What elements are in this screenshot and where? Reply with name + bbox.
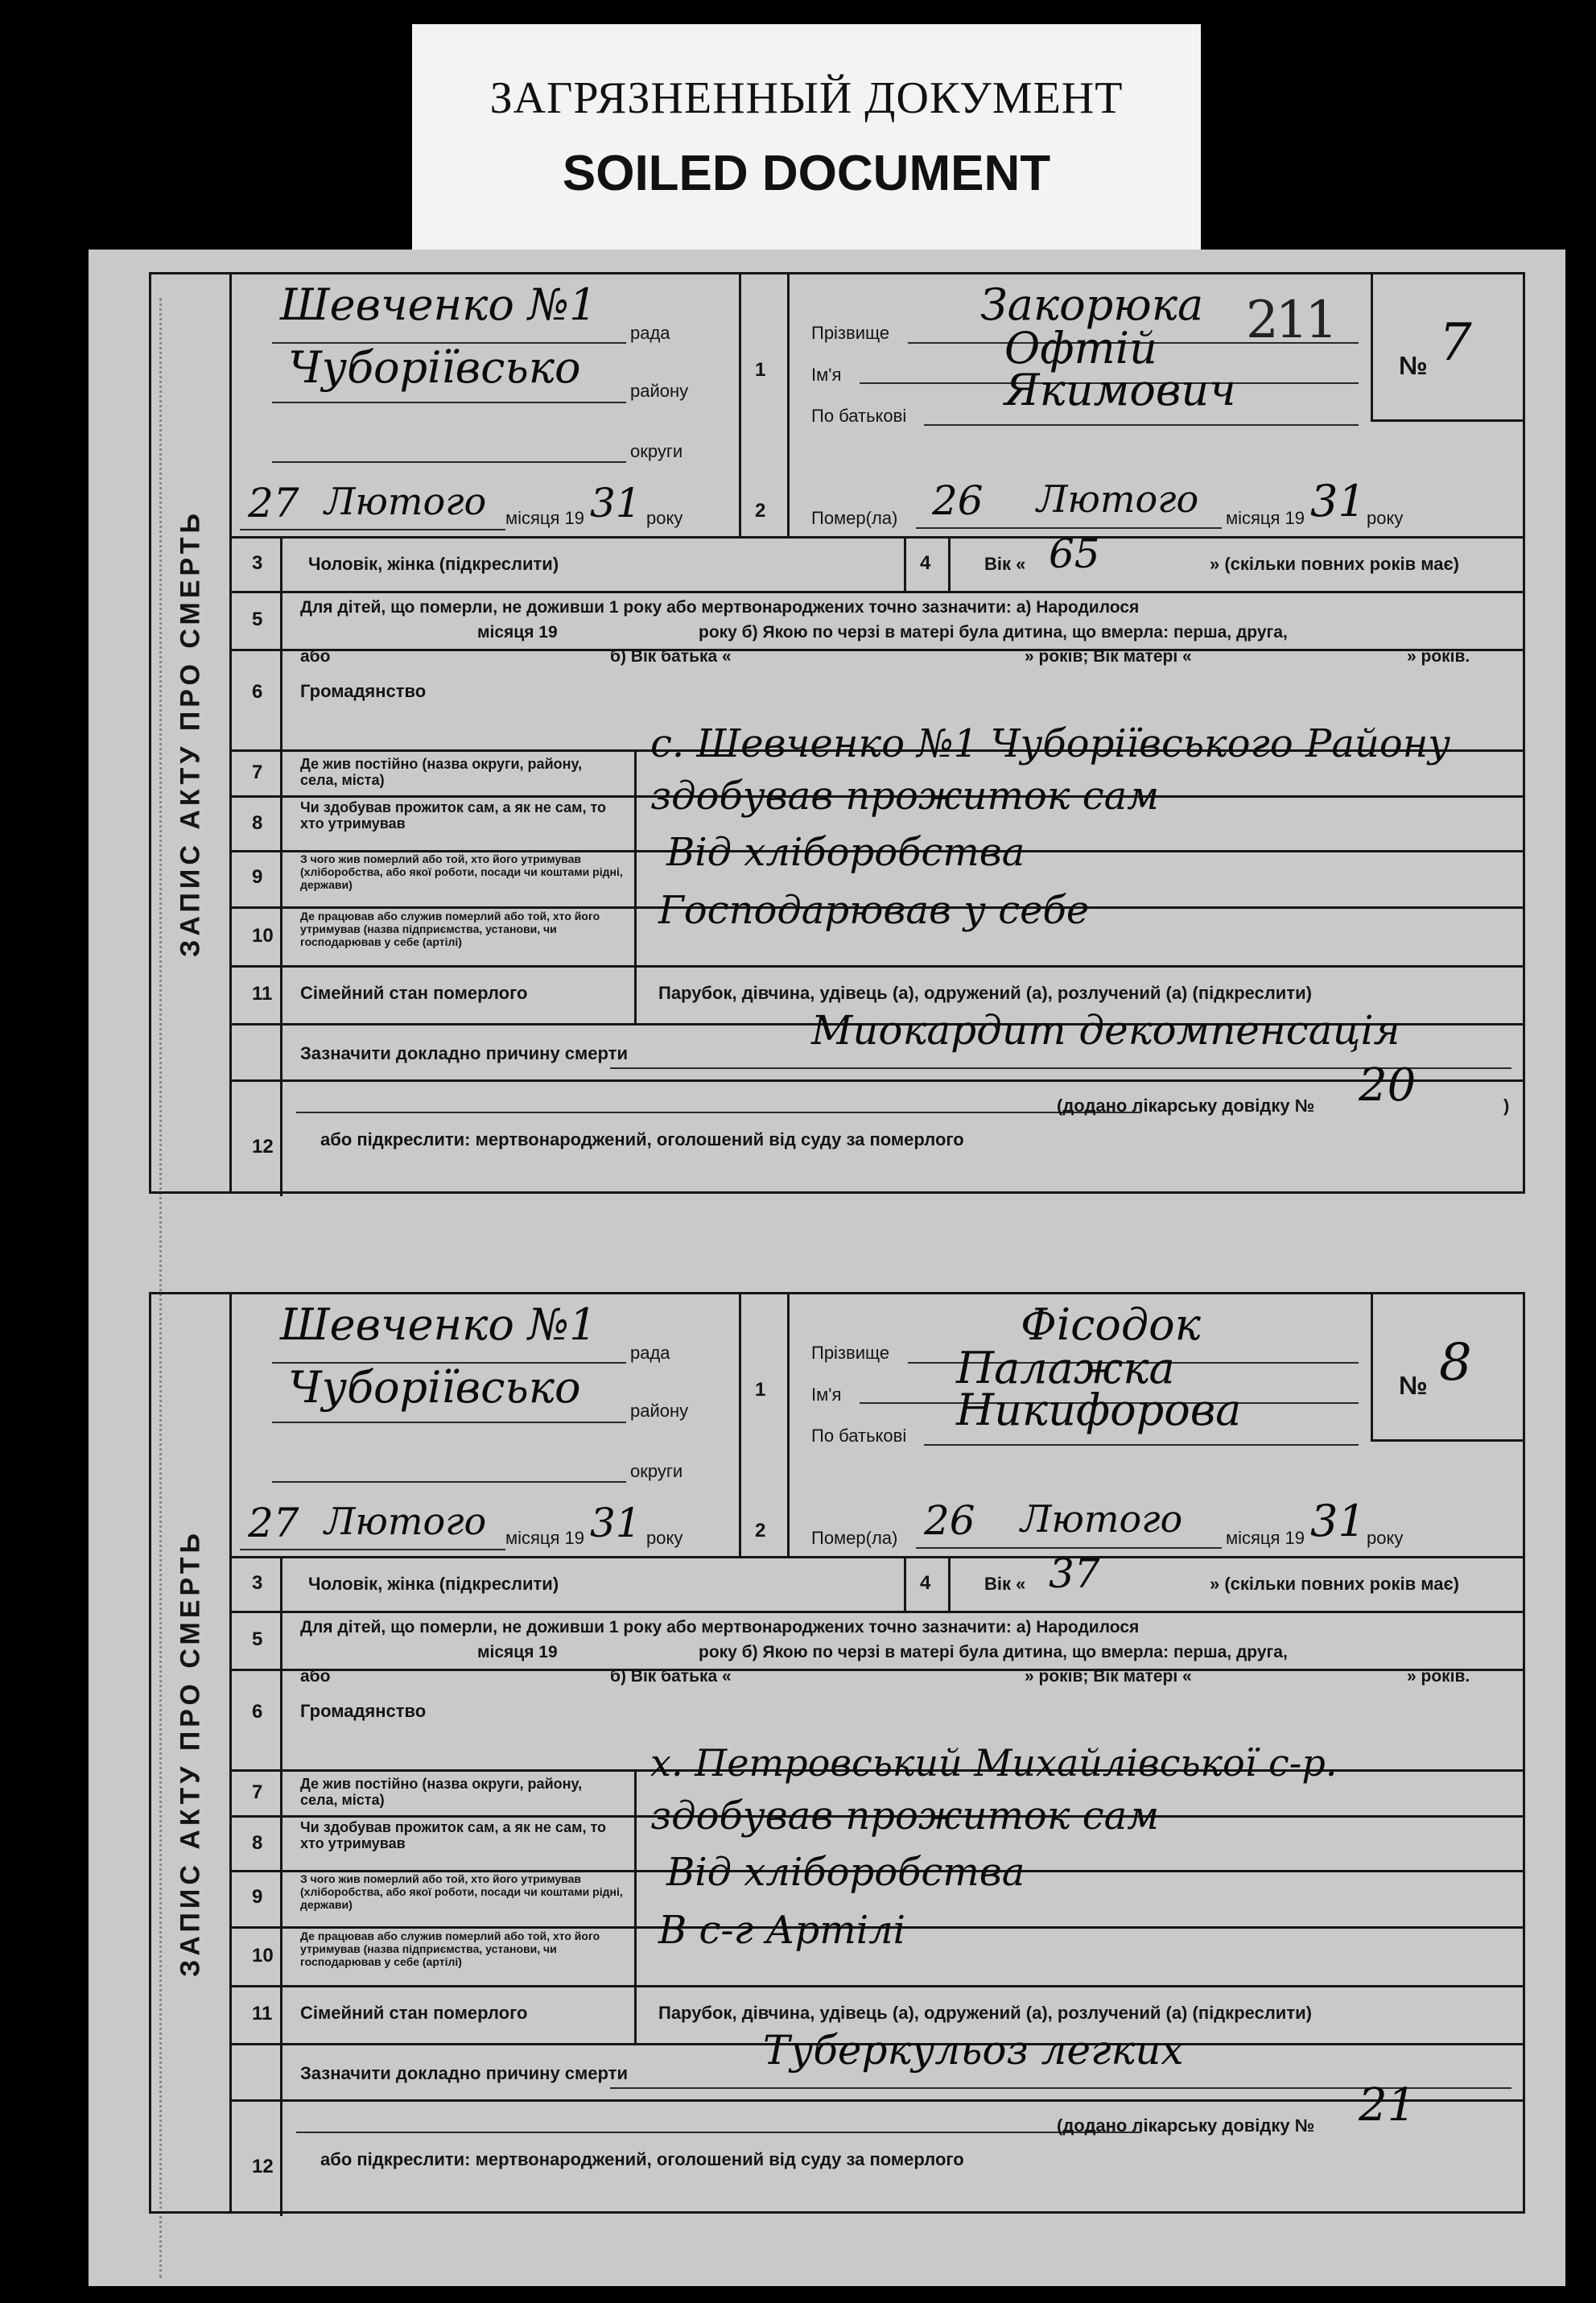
soiled-document-label [412, 24, 1201, 250]
livelihood-label: Чи здобував прожиток сам, а як не сам, то хто утримував [300, 799, 607, 832]
age-suffix: » (скільки повних років має) [1210, 554, 1459, 574]
death-year: 31 [1310, 1496, 1366, 1546]
marital-label: Сімейний стан померлого [300, 983, 528, 1003]
certificate-number: 21 [1359, 2079, 1417, 2132]
patronymic-value: Никифорова [956, 1385, 1242, 1435]
rada-value: Шевченко №1 [280, 1299, 597, 1350]
death-roku-label: року [1367, 508, 1404, 528]
pomer-label: Помер(ла) [811, 1528, 898, 1548]
rada-value: Шевченко №1 [280, 279, 597, 330]
age-value: 65 [1049, 530, 1100, 577]
livelihood-label: Чи здобував прожиток сам, а як не сам, то хто утримував [300, 1819, 607, 1851]
livelihood-value: здобував прожиток сам [650, 774, 1160, 819]
surname-value: Закорюка [980, 279, 1204, 330]
patronymic-label: По батькові [811, 1426, 907, 1446]
okrugy-label: округи [630, 441, 683, 461]
row-number-5: 5 [252, 1628, 263, 1650]
row-number-8: 8 [252, 1832, 263, 1854]
cause-value: Миокардит декомпенсація [811, 1007, 1400, 1054]
vertical-title-text: ЗАПИС АКТУ ПРО СМЕРТЬ [175, 1529, 205, 1977]
death-month: Лютого [1021, 1497, 1183, 1541]
row5-line3d: » років. [1407, 1667, 1470, 1686]
rada-label: рада [630, 323, 670, 343]
age-value: 37 [1049, 1550, 1100, 1597]
stillborn-note: або підкреслити: мертвонароджений, оголошений від суду за померлого [320, 1129, 964, 1149]
surname-label: Прізвище [811, 323, 890, 343]
cause-label: Зазначити докладно причину смерти [300, 1043, 628, 1063]
row-number-1: 1 [755, 359, 766, 381]
death-month: Лютого [1037, 477, 1199, 521]
registration-month: Лютого [324, 480, 487, 523]
age-label: Вік « [984, 554, 1026, 574]
source-value: Від хліборобства [666, 830, 1025, 875]
rada-label: рада [630, 1343, 670, 1363]
row-number-8: 8 [252, 812, 263, 834]
row-number-11: 11 [252, 2003, 273, 2024]
stamp-number: 211 [1246, 291, 1335, 350]
row-number-9: 9 [252, 866, 263, 888]
row-number-11: 11 [252, 983, 273, 1005]
work-label: Де працював або служив померлий або той, хто його утримував (назва підприємства, установи, чи господарював у себе (артілі) [300, 910, 600, 948]
row5-line3d: » років. [1407, 647, 1470, 666]
certificate-label: (додано лікарську довідку № [1057, 2115, 1315, 2136]
rayonu-label: району [630, 381, 689, 401]
vertical-title [151, 1294, 232, 2211]
stamp-english-text: SOILED DOCUMENT [562, 146, 1051, 201]
source-label: З чого жив померлий або той, хто його утримував (хліборобства, або якої роботи, посади чи коштами рідні, держави) [300, 852, 623, 891]
row5-line3a: або [300, 1667, 331, 1686]
name-label: Ім'я [811, 1385, 842, 1405]
row-number-10: 10 [252, 925, 274, 947]
row-number-2: 2 [755, 500, 766, 522]
vertical-title-text: ЗАПИС АКТУ ПРО СМЕРТЬ [175, 509, 205, 957]
row5-line3a: або [300, 647, 331, 666]
death-roku-label: року [1367, 1528, 1404, 1548]
row5-line3c: » років; Вік матері « [1025, 1667, 1192, 1686]
registration-day: 27 [248, 1500, 299, 1546]
death-day: 26 [932, 477, 984, 524]
sex-label: Чоловік, жінка (підкреслити) [308, 1574, 559, 1594]
livelihood-value: здобував прожиток сам [650, 1793, 1160, 1839]
death-record-form-2 [149, 1292, 1525, 2214]
death-day: 26 [924, 1497, 975, 1544]
work-value: В с-г Артілі [658, 1908, 906, 1953]
death-misyatsya-label: місяця 19 [1226, 1528, 1305, 1548]
registration-day: 27 [248, 480, 299, 526]
work-value: Господарював у себе [658, 888, 1090, 933]
misyatsya-label: місяця 19 [505, 1528, 585, 1548]
record-number: 7 [1439, 313, 1472, 373]
marital-options: Парубок, дівчина, удівець (а), одружений (а), розлучений (а) (підкреслити) [658, 983, 1312, 1003]
death-record-form-1: ЗАПИС АКТУ ПРО СМЕРТЬ Шевченко №1 рада Чуборіївсько району округи 27 Лютого місяця 19 31 року 1 2 Прізвище Закорюка Ім'я Офтій По батькові Якимович Помер(ла) 26 Лютого місяця 19 31 року 211 № 7 3 Чоловік, жінка (підкреслити) 4 Вік « 65 » (скільки повних років має) 5 Для дітей, що померли, не доживши 1 року або мертвонароджених точно зазначити: а) Народилося місяця 19 року б) Якою по черзі в матері була дитина, що вмерла: перша, друга, або б) Вік батька « » років; Вік матері « » років. 6 Громадянство 7 Де жив постійно (назва округи, району, села, міста) с. Шевченко №1 Чуборіївського Району 8 Чи здобував прожиток сам, а як не сам, то хто утримував здобував прожиток сам 9 З чого жив померлий або той, хто його утримував (хліборобства, або якої роботи, посади чи коштами рідні, держави) Від хліборобства 10 Де працював або служив померлий або той, хто його утримував (назва підприємства, установи, чи господарював у себе (артілі) Господарював у себе 11 Сімейний стан померлого Парубок, дівчина, удівець (а), одружений (а), розлучений (а) (підкреслити) 12 Зазначити докладно причину смерти Миокардит декомпенсація (додано лікарську довідку № 20 ) або підкреслити: мертвонароджений, оголошений від суду за померлого [149, 272, 1525, 1194]
surname-label: Прізвище [811, 1343, 890, 1363]
cause-label: Зазначити докладно причину смерти [300, 2063, 628, 2083]
patronymic-value: Якимович [1004, 365, 1236, 415]
death-year: 31 [1310, 476, 1366, 526]
document-sheet [89, 250, 1565, 2286]
sex-label: Чоловік, жінка (підкреслити) [308, 554, 559, 574]
source-label: З чого жив померлий або той, хто його утримував (хліборобства, або якої роботи, посади чи коштами рідні, держави) [300, 1872, 623, 1911]
rayon-value: Чуборіївсько [288, 342, 581, 393]
record-number-sign: № [1399, 351, 1428, 380]
registration-month: Лютого [324, 1500, 487, 1543]
row-number-10: 10 [252, 1945, 274, 1967]
stillborn-note: або підкреслити: мертвонароджений, оголошений від суду за померлого [320, 2149, 964, 2169]
record-number: 8 [1439, 1333, 1472, 1393]
row5-line3b: б) Вік батька « [610, 647, 732, 666]
rayon-value: Чуборіївсько [288, 1362, 581, 1413]
row5-line2b: року б) Якою по черзі в матері була дитина, що вмерла: перша, друга, [699, 1643, 1288, 1661]
row-number-1: 1 [755, 1379, 766, 1401]
source-value: Від хліборобства [666, 1850, 1025, 1895]
row5-line1: Для дітей, що померли, не доживши 1 року або мертвонароджених точно зазначити: а) Народилося [300, 598, 1140, 617]
registration-year: 31 [590, 1500, 641, 1546]
roku-label: року [646, 1528, 683, 1548]
row5-line3b: б) Вік батька « [610, 1667, 732, 1686]
row5-line2b: року б) Якою по черзі в матері була дитина, що вмерла: перша, друга, [699, 623, 1288, 642]
name-label: Ім'я [811, 365, 842, 385]
work-label: Де працював або служив померлий або той, хто його утримував (назва підприємства, установи, чи господарював у себе (артілі) [300, 1929, 600, 1968]
row-number-6: 6 [252, 681, 263, 703]
residence-value: с. Шевченко №1 Чуборіївського Району [650, 721, 1451, 766]
roku-label: року [646, 508, 683, 528]
okrugy-label: округи [630, 1461, 683, 1481]
row-number-12: 12 [252, 2156, 274, 2177]
row5-line2: місяця 19 [477, 1643, 558, 1661]
residence-value: х. Петровський Михайлівської с-р. [650, 1741, 1338, 1785]
row-number-4: 4 [920, 1572, 931, 1594]
vertical-title [151, 274, 232, 1191]
record-number-sign: № [1399, 1371, 1428, 1400]
residence-label: Де жив постійно (назва округи, району, села, міста) [300, 1776, 583, 1808]
pomer-label: Помер(ла) [811, 508, 898, 528]
patronymic-label: По батькові [811, 406, 907, 426]
certificate-number: 20 [1359, 1059, 1417, 1112]
marital-label: Сімейний стан померлого [300, 2003, 528, 2023]
marital-options: Парубок, дівчина, удівець (а), одружений (а), розлучений (а) (підкреслити) [658, 2003, 1312, 2023]
row-number-3: 3 [252, 552, 263, 574]
rayonu-label: району [630, 1401, 689, 1421]
name-value: Палажка [956, 1343, 1175, 1393]
row-number-12: 12 [252, 1136, 274, 1158]
row-number-9: 9 [252, 1886, 263, 1908]
death-misyatsya-label: місяця 19 [1226, 508, 1305, 528]
row-number-6: 6 [252, 1701, 263, 1723]
residence-label: Де жив постійно (назва округи, району, села, міста) [300, 756, 583, 788]
row5-line3c: » років; Вік матері « [1025, 647, 1192, 666]
row-number-7: 7 [252, 761, 263, 783]
name-value: Офтій [1004, 323, 1157, 374]
registration-year: 31 [590, 480, 641, 526]
row-number-3: 3 [252, 1572, 263, 1594]
row5-line1: Для дітей, що померли, не доживши 1 року або мертвонароджених точно зазначити: а) Народилося [300, 1618, 1140, 1636]
row-number-7: 7 [252, 1781, 263, 1803]
cause-value: Туберкульоз легких [763, 2027, 1184, 2074]
surname-value: Фісодок [1021, 1299, 1201, 1350]
age-suffix: » (скільки повних років має) [1210, 1574, 1459, 1594]
stamp-russian-text: ЗАГРЯЗНЕННЫЙ ДОКУМЕНТ [489, 73, 1124, 123]
row-number-2: 2 [755, 1520, 766, 1542]
misyatsya-label: місяця 19 [505, 508, 585, 528]
row5-line2: місяця 19 [477, 623, 558, 642]
citizenship-label: Громадянство [300, 1701, 427, 1721]
row-number-4: 4 [920, 552, 931, 574]
certificate-label: (додано лікарську довідку № [1057, 1096, 1315, 1116]
row-number-5: 5 [252, 609, 263, 630]
age-label: Вік « [984, 1574, 1026, 1594]
citizenship-label: Громадянство [300, 681, 427, 701]
